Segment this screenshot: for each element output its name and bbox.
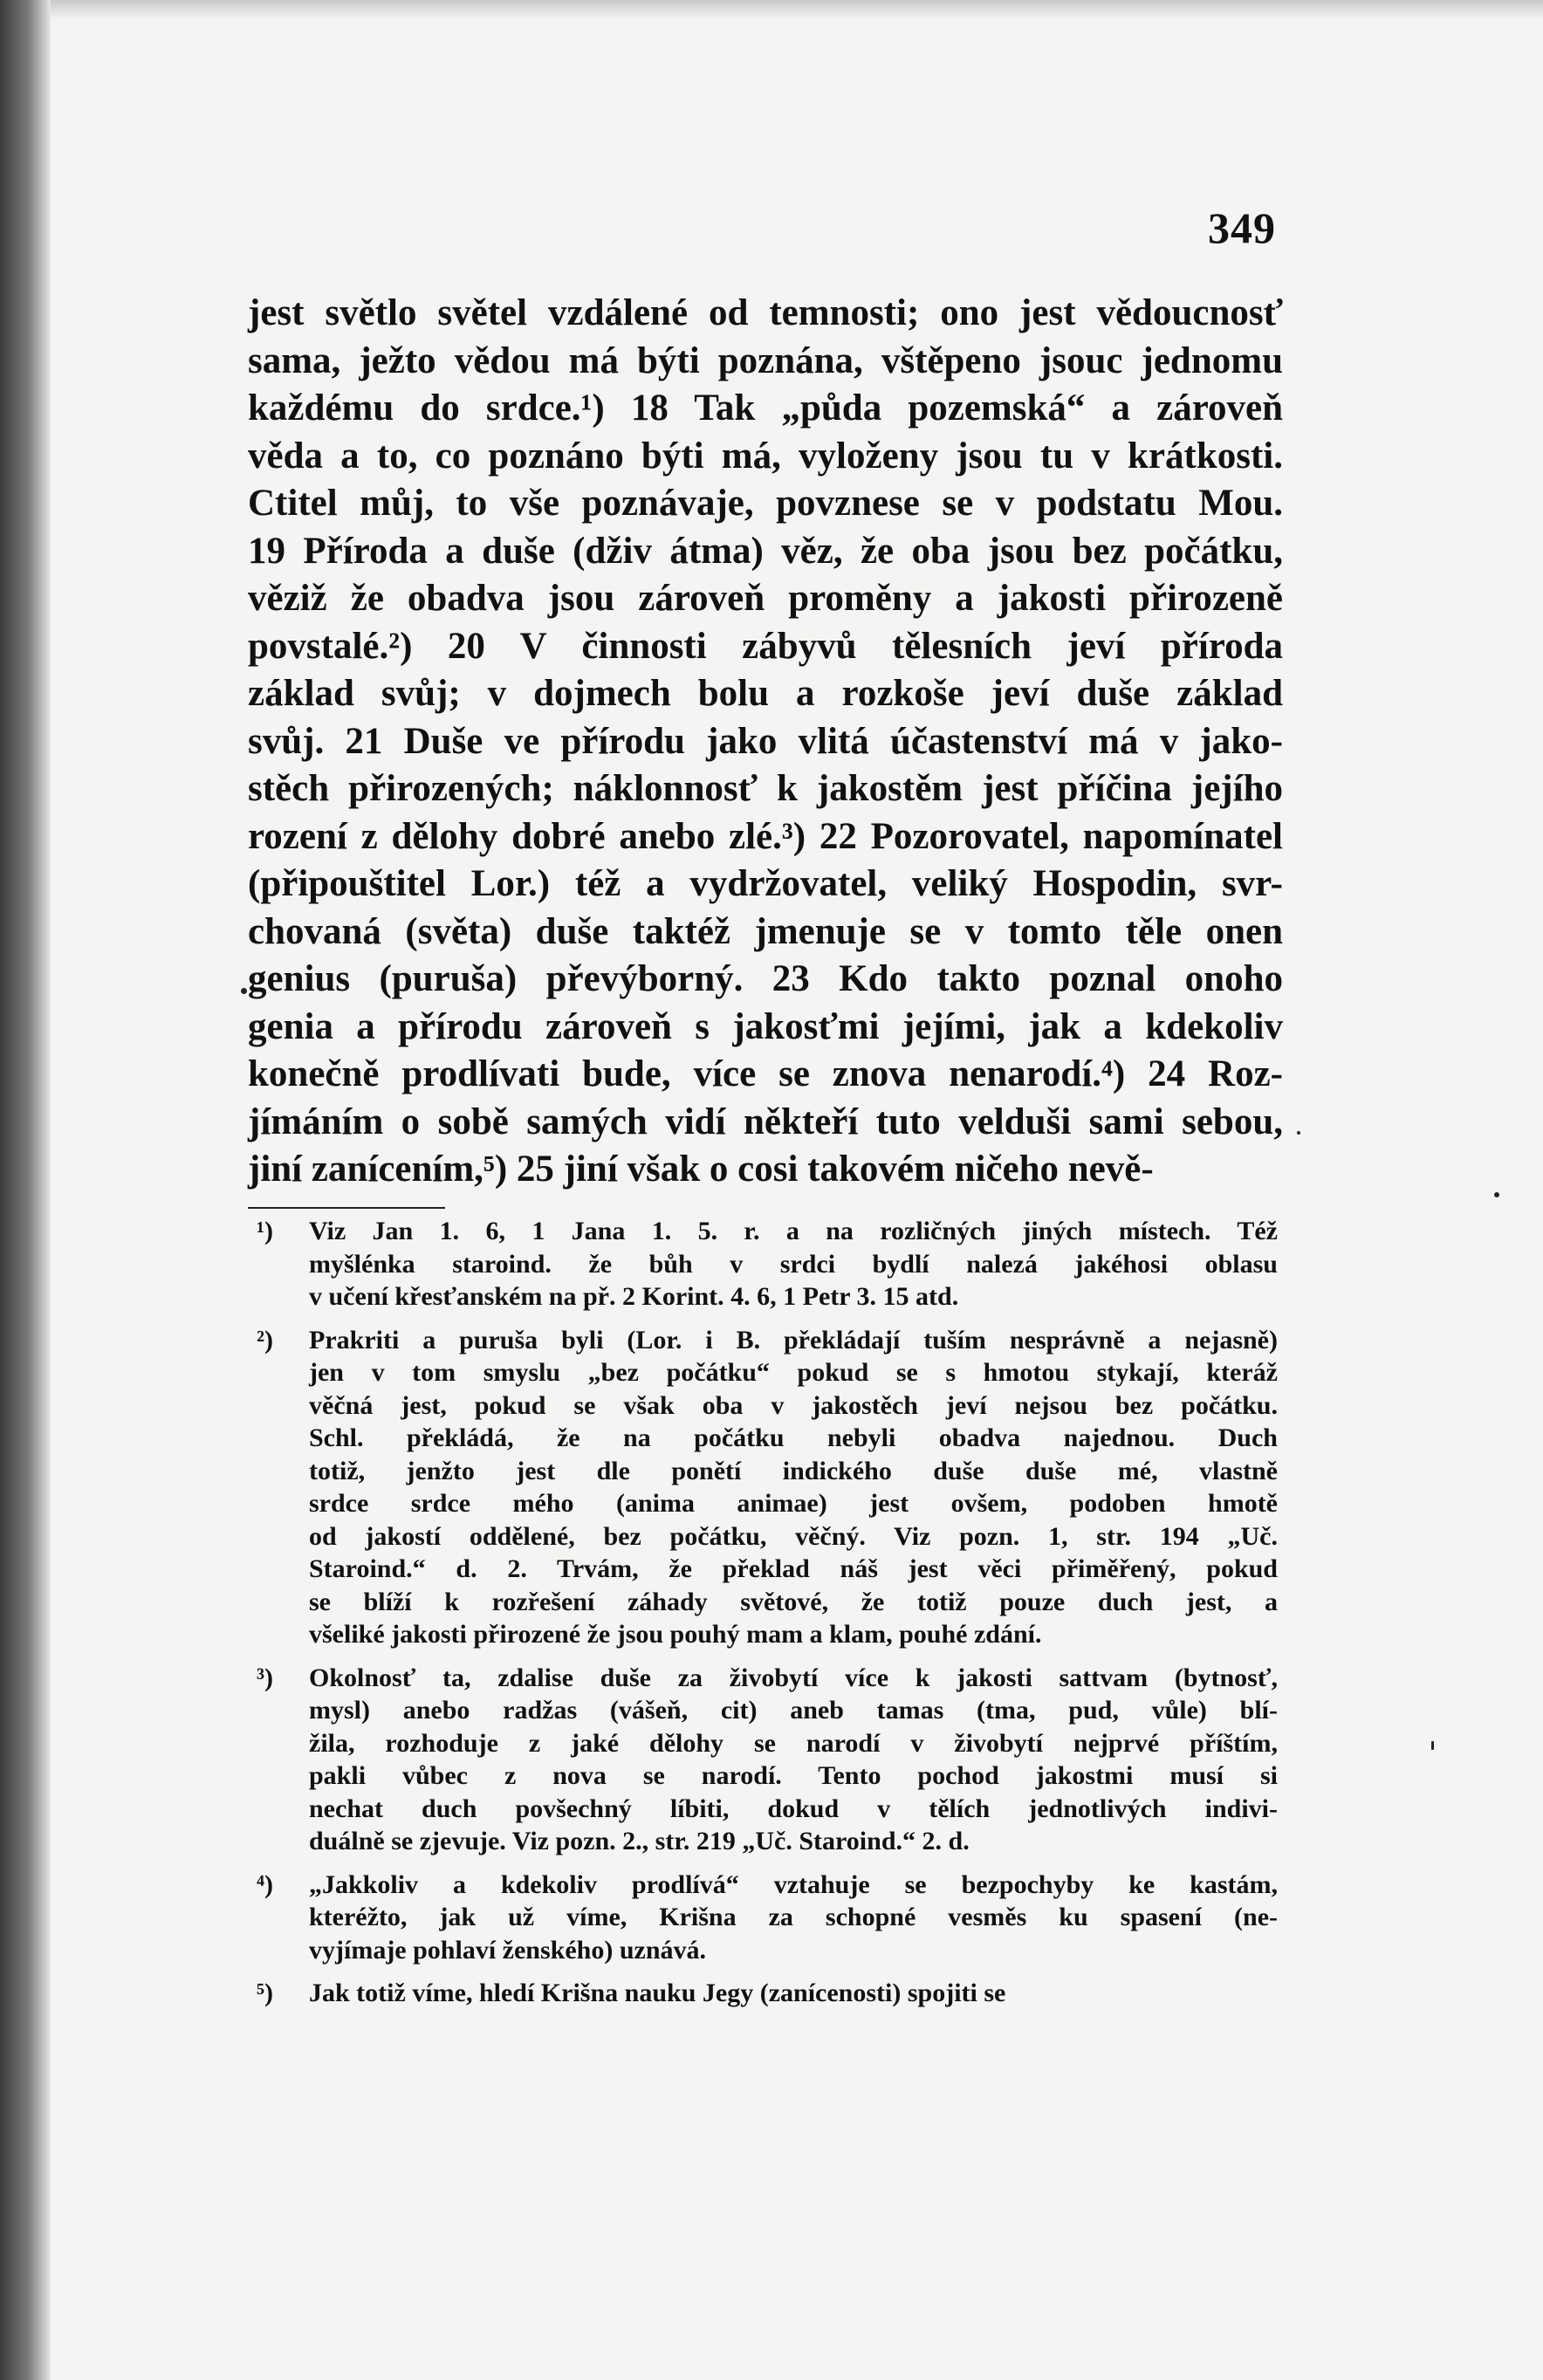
text-line: stěch přirozených; náklonnosť k jakostěm jest příčina jejího [248, 768, 1283, 809]
footnote-2 [248, 1324, 1278, 1651]
text-line: každému do srdce.¹) 18 Tak „půda pozemská“ a zároveň [248, 388, 1283, 429]
footnote-3 [248, 1662, 1278, 1858]
footnote-line: srdce srdce mého (anima animae) jest ovšem, podoben hmotě [309, 1489, 1278, 1518]
footnote-marker: ¹) [257, 1217, 273, 1245]
text-line: jiní zanícením,⁵) 25 jiní však o cosi takovém ničeho nevě- [248, 1149, 1154, 1190]
main-text [248, 290, 1283, 1194]
footnote-line: mysl) anebo radžas (vášeň, cit) aneb tamas (tma, pud, vůle) blí- [309, 1696, 1278, 1725]
footnote-line: Viz Jan 1. 6, 1 Jana 1. 5. r. a na rozličných jiných místech. Též [309, 1217, 1278, 1245]
footnotes [248, 1215, 1278, 2020]
text-line: 19 Příroda a duše (dživ átma) věz, že oba jsou bez počátku, [248, 530, 1283, 572]
text-line: svůj. 21 Duše ve přírodu jako vlitá účastenství má v jako- [248, 720, 1283, 762]
footnote-line: Staroind.“ d. 2. Trvám, že překlad náš jest věci přiměřený, pokud [309, 1554, 1278, 1583]
scan-speck [241, 988, 247, 994]
text-line: chovaná (světa) duše taktéž jmenuje se v tomto těle onen [248, 910, 1283, 952]
footnote-line: duálně se zjevuje. Viz pozn. 2., str. 219 „Uč. Staroind.“ 2. d. [309, 1827, 970, 1855]
footnote-line: Schl. překládá, že na počátku nebyli obadva najednou. Duch [309, 1423, 1278, 1452]
text-line: jímáním o sobě samých vidí někteří tuto velduši sami sebou, [248, 1101, 1283, 1142]
footnote-4 [248, 1869, 1278, 1967]
footnote-line: Jak totiž víme, hledí Krišna nauku Jegy (zanícenosti) spojiti se [309, 1979, 1006, 2007]
scan-speck [1297, 1131, 1300, 1135]
page-number: 349 [1208, 203, 1276, 252]
text-line: genius (puruša) převýborný. 23 Kdo takto poznal onoho [248, 958, 1283, 999]
footnote-marker: ⁵) [257, 1979, 273, 2007]
footnote-line: Okolnosť ta, zdalise duše za živobytí více k jakosti sattvam (bytnosť, [309, 1663, 1278, 1692]
footnote-line: věčná jest, pokud se však oba v jakostěch jeví nejsou bez počátku. [309, 1390, 1278, 1420]
footnote-line: „Jakkoliv a kdekoliv prodlívá“ vztahuje se bezpochyby ke kastám, [309, 1869, 1278, 1899]
footnote-line: žila, rozhoduje z jaké dělohy se narodí v živobytí nejprvé příštím, [309, 1728, 1278, 1758]
footnote-5 [248, 1977, 1278, 2010]
footnote-line: jen v tom smyslu „bez počátku“ pokud se s hmotou stykají, kteráž [309, 1358, 1278, 1387]
footnote-line: myšlénka staroind. že bůh v srdci bydlí nalezá jakéhosi oblasu [309, 1249, 1278, 1279]
text-line: věziž že obadva jsou zároveň proměny a jakosti přirozeně [248, 578, 1283, 619]
footnote-marker: ³) [257, 1663, 273, 1692]
footnote-line: se blíží k rozřešení záhady světové, že totiž pouze duch jest, a [309, 1587, 1278, 1616]
text-line: rození z dělohy dobré anebo zlé.³) 22 Pozorovatel, napomínatel [248, 815, 1283, 857]
footnote-1 [248, 1215, 1278, 1313]
footnote-line: Prakriti a puruša byli (Lor. i B. překládají tuším nesprávně a nejasně) [309, 1325, 1278, 1355]
scan-speck [1431, 1741, 1434, 1750]
text-line: genia a přírodu zároveň s jakosťmi jejími, jak a kdekoliv [248, 1005, 1283, 1047]
text-line: Ctitel můj, to vše poznávaje, povznese se v podstatu Mou. [248, 483, 1283, 524]
text-line: základ svůj; v dojmech bolu a rozkoše jeví duše základ [248, 673, 1283, 714]
text-line: povstalé.²) 20 V činnosti zábyvů tělesních jeví příroda [248, 625, 1283, 667]
text-line: (připouštitel Lor.) též a vydržovatel, veliký Hospodin, svr- [248, 863, 1283, 904]
footnote-line: od jakostí oddělené, bez počátku, věčný. Viz pozn. 1, str. 194 „Uč. [309, 1521, 1278, 1551]
text-line: sama, ježto vědou má býti poznána, vštěpeno jsouc jednomu [248, 340, 1283, 381]
footnote-divider [248, 1207, 445, 1209]
footnote-line: totiž, jenžto jest dle ponětí indického duše duše mé, vlastně [309, 1456, 1278, 1485]
footnote-line: vyjímaje pohlaví ženského) uznává. [309, 1935, 707, 1965]
text-line: jest světlo světel vzdálené od temnosti; ono jest vědoucnosť [248, 292, 1283, 333]
footnote-line: kteréžto, jak už víme, Krišna za schopné vesměs ku spasení (ne- [309, 1903, 1278, 1931]
scan-speck [1494, 1192, 1499, 1197]
footnote-line: všeliké jakosti přirozené že jsou pouhý mam a klam, pouhé zdání. [309, 1620, 1042, 1649]
footnote-line: pakli vůbec z nova se narodí. Tento pochod jakostmi musí si [309, 1761, 1278, 1790]
footnote-line: v učení křesťanském na př. 2 Korint. 4. 6, 1 Petr 3. 15 atd. [309, 1282, 959, 1311]
footnote-marker: ⁴) [257, 1869, 273, 1899]
footnote-marker: ²) [257, 1325, 273, 1355]
footnote-line: nechat duch povšechný líbiti, dokud v tělích jednotlivých indivi- [309, 1794, 1278, 1823]
text-line: věda a to, co poznáno býti má, vyloženy jsou tu v krátkosti. [248, 435, 1283, 477]
text-line: konečně prodlívati bude, více se znova nenarodí.⁴) 24 Roz- [248, 1053, 1283, 1094]
